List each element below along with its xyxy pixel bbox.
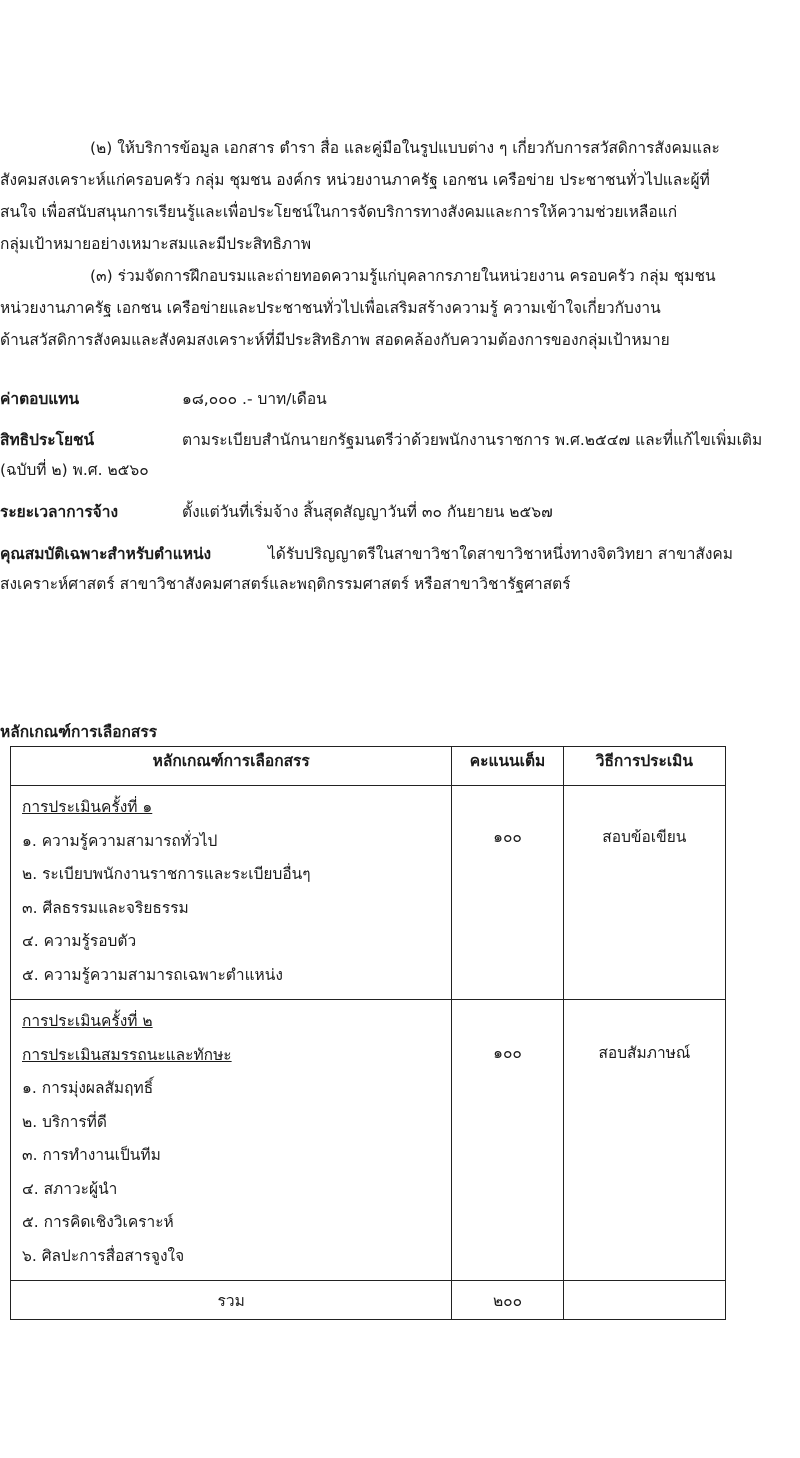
list-item: ๒. บริการที่ดี: [22, 1112, 107, 1131]
table-header-row: [11, 747, 726, 786]
compensation-label: ค่าตอบแทน: [0, 390, 80, 408]
total-method-empty: [563, 1281, 725, 1320]
round1-criteria-cell: [11, 786, 452, 1000]
total-label: รวม: [11, 1281, 452, 1320]
duty-item-3: (๓) ร่วมจัดการฝึกอบรมและถ่ายทอดความรู้แก่บุคลากรภายในหน่วยงาน ครอบครัว กลุ่ม ชุมชน หน่วยงานภาครัฐ เอกชน เครือข่ายและประชาชนทั่วไปเพื่อเสริมสร้างความรู้ ความเข้าใจเกี่ยวกับงาน ด้านสวัสดิการสังคมและสังคมสงเคราะห์ที่มีประสิทธิภาพ สอดคล้องกับความต้องการของกลุ่มเป้าหมาย: [0, 267, 716, 349]
table-row-round-1: [11, 786, 726, 1000]
list-item: ๔. สภาวะผู้นำ: [22, 1179, 118, 1198]
list-item: ๕. การคิดเชิงวิเคราะห์: [22, 1213, 174, 1231]
list-item: ๔. ความรู้รอบตัว: [22, 932, 137, 950]
list-item: ๒. ระเบียบพนักงานราชการและระเบียบอื่นๆ: [22, 865, 311, 883]
benefits-value-cont: (ฉบับที่ ๒) พ.ศ. ๒๕๖๐: [0, 461, 149, 479]
round2-score: ๑๐๐: [452, 1000, 563, 1281]
round1-title: การประเมินครั้งที่ ๑: [22, 798, 153, 816]
qualification-value-cont: สงเคราะห์ศาสตร์ สาขาวิชาสังคมศาสตร์และพฤติกรรมศาสตร์ หรือสาขาวิชารัฐศาสตร์: [0, 575, 571, 593]
round2-title: การประเมินครั้งที่ ๒: [22, 1012, 153, 1030]
header-criteria: หลักเกณฑ์การเลือกสรร: [11, 747, 452, 786]
compensation-value: ๑๘,๐๐๐ .- บาท/เดือน: [182, 390, 327, 408]
list-item: ๕. ความรู้ความสามารถเฉพาะตำแหน่ง: [22, 965, 283, 984]
period-value: ตั้งแต่วันที่เริ่มจ้าง สิ้นสุดสัญญาวันที่ ๓๐ กันยายน ๒๕๖๗: [182, 503, 553, 521]
qualification-value: ได้รับปริญญาตรีในสาขาวิชาใดสาขาวิชาหนึ่งทางจิตวิทยา สาขาสังคม: [268, 545, 734, 563]
table-row-total: [11, 1281, 726, 1320]
table-row-round-2: [11, 1000, 726, 1281]
list-item: ๖. ศิลปะการสื่อสารจูงใจ: [22, 1246, 185, 1265]
qualification-label: คุณสมบัติเฉพาะสำหรับตำแหน่ง: [0, 545, 212, 563]
list-item: ๓. ศีลธรรมและจริยธรรม: [22, 898, 189, 917]
period-label: ระยะเวลาการจ้าง: [0, 503, 119, 521]
list-item: ๑. ความรู้ความสามารถทั่วไป: [22, 831, 218, 850]
list-item: ๓. การทำงานเป็นทีม: [22, 1146, 161, 1164]
round2-subtitle: การประเมินสมรรถนะและทักษะ: [22, 1045, 232, 1064]
selection-heading: หลักเกณฑ์การเลือกสรร: [0, 723, 158, 741]
header-method: วิธีการประเมิน: [563, 747, 725, 786]
list-item: ๑. การมุ่งผลสัมฤทธิ์: [22, 1079, 154, 1097]
benefits-label: สิทธิประโยชน์: [0, 431, 95, 449]
round2-criteria-cell: [11, 1000, 452, 1281]
round2-method: สอบสัมภาษณ์: [563, 1000, 725, 1281]
selection-criteria-table: [10, 746, 726, 1320]
round1-method: สอบข้อเขียน: [563, 786, 725, 1000]
benefits-value: ตามระเบียบสำนักนายกรัฐมนตรีว่าด้วยพนักงานราชการ พ.ศ.๒๕๔๗ และที่แก้ไขเพิ่มเติม: [182, 431, 763, 449]
round1-score: ๑๐๐: [452, 786, 563, 1000]
total-score: ๒๐๐: [452, 1281, 563, 1320]
duty-item-2: (๒) ให้บริการข้อมูล เอกสาร ตำรา สื่อ และคู่มือในรูปแบบต่าง ๆ เกี่ยวกับการสวัสดิการสังคมและ สังคมสงเคราะห์แก่ครอบครัว กลุ่ม ชุมชน องค์กร หน่วยงานภาครัฐ เอกชน เครือข่าย ประชาชนทั่วไปและผู้ที่ สนใจ เพื่อสนับสนุนการเรียนรู้และเพื่อประโยชน์ในการจัดบริการทางสังคมและการให้ความช่วยเหลือแก่ กลุ่มเป้าหมายอย่างเหมาะสมและมีประสิทธิภาพ: [0, 139, 720, 253]
header-full-score: คะแนนเต็ม: [452, 747, 563, 786]
